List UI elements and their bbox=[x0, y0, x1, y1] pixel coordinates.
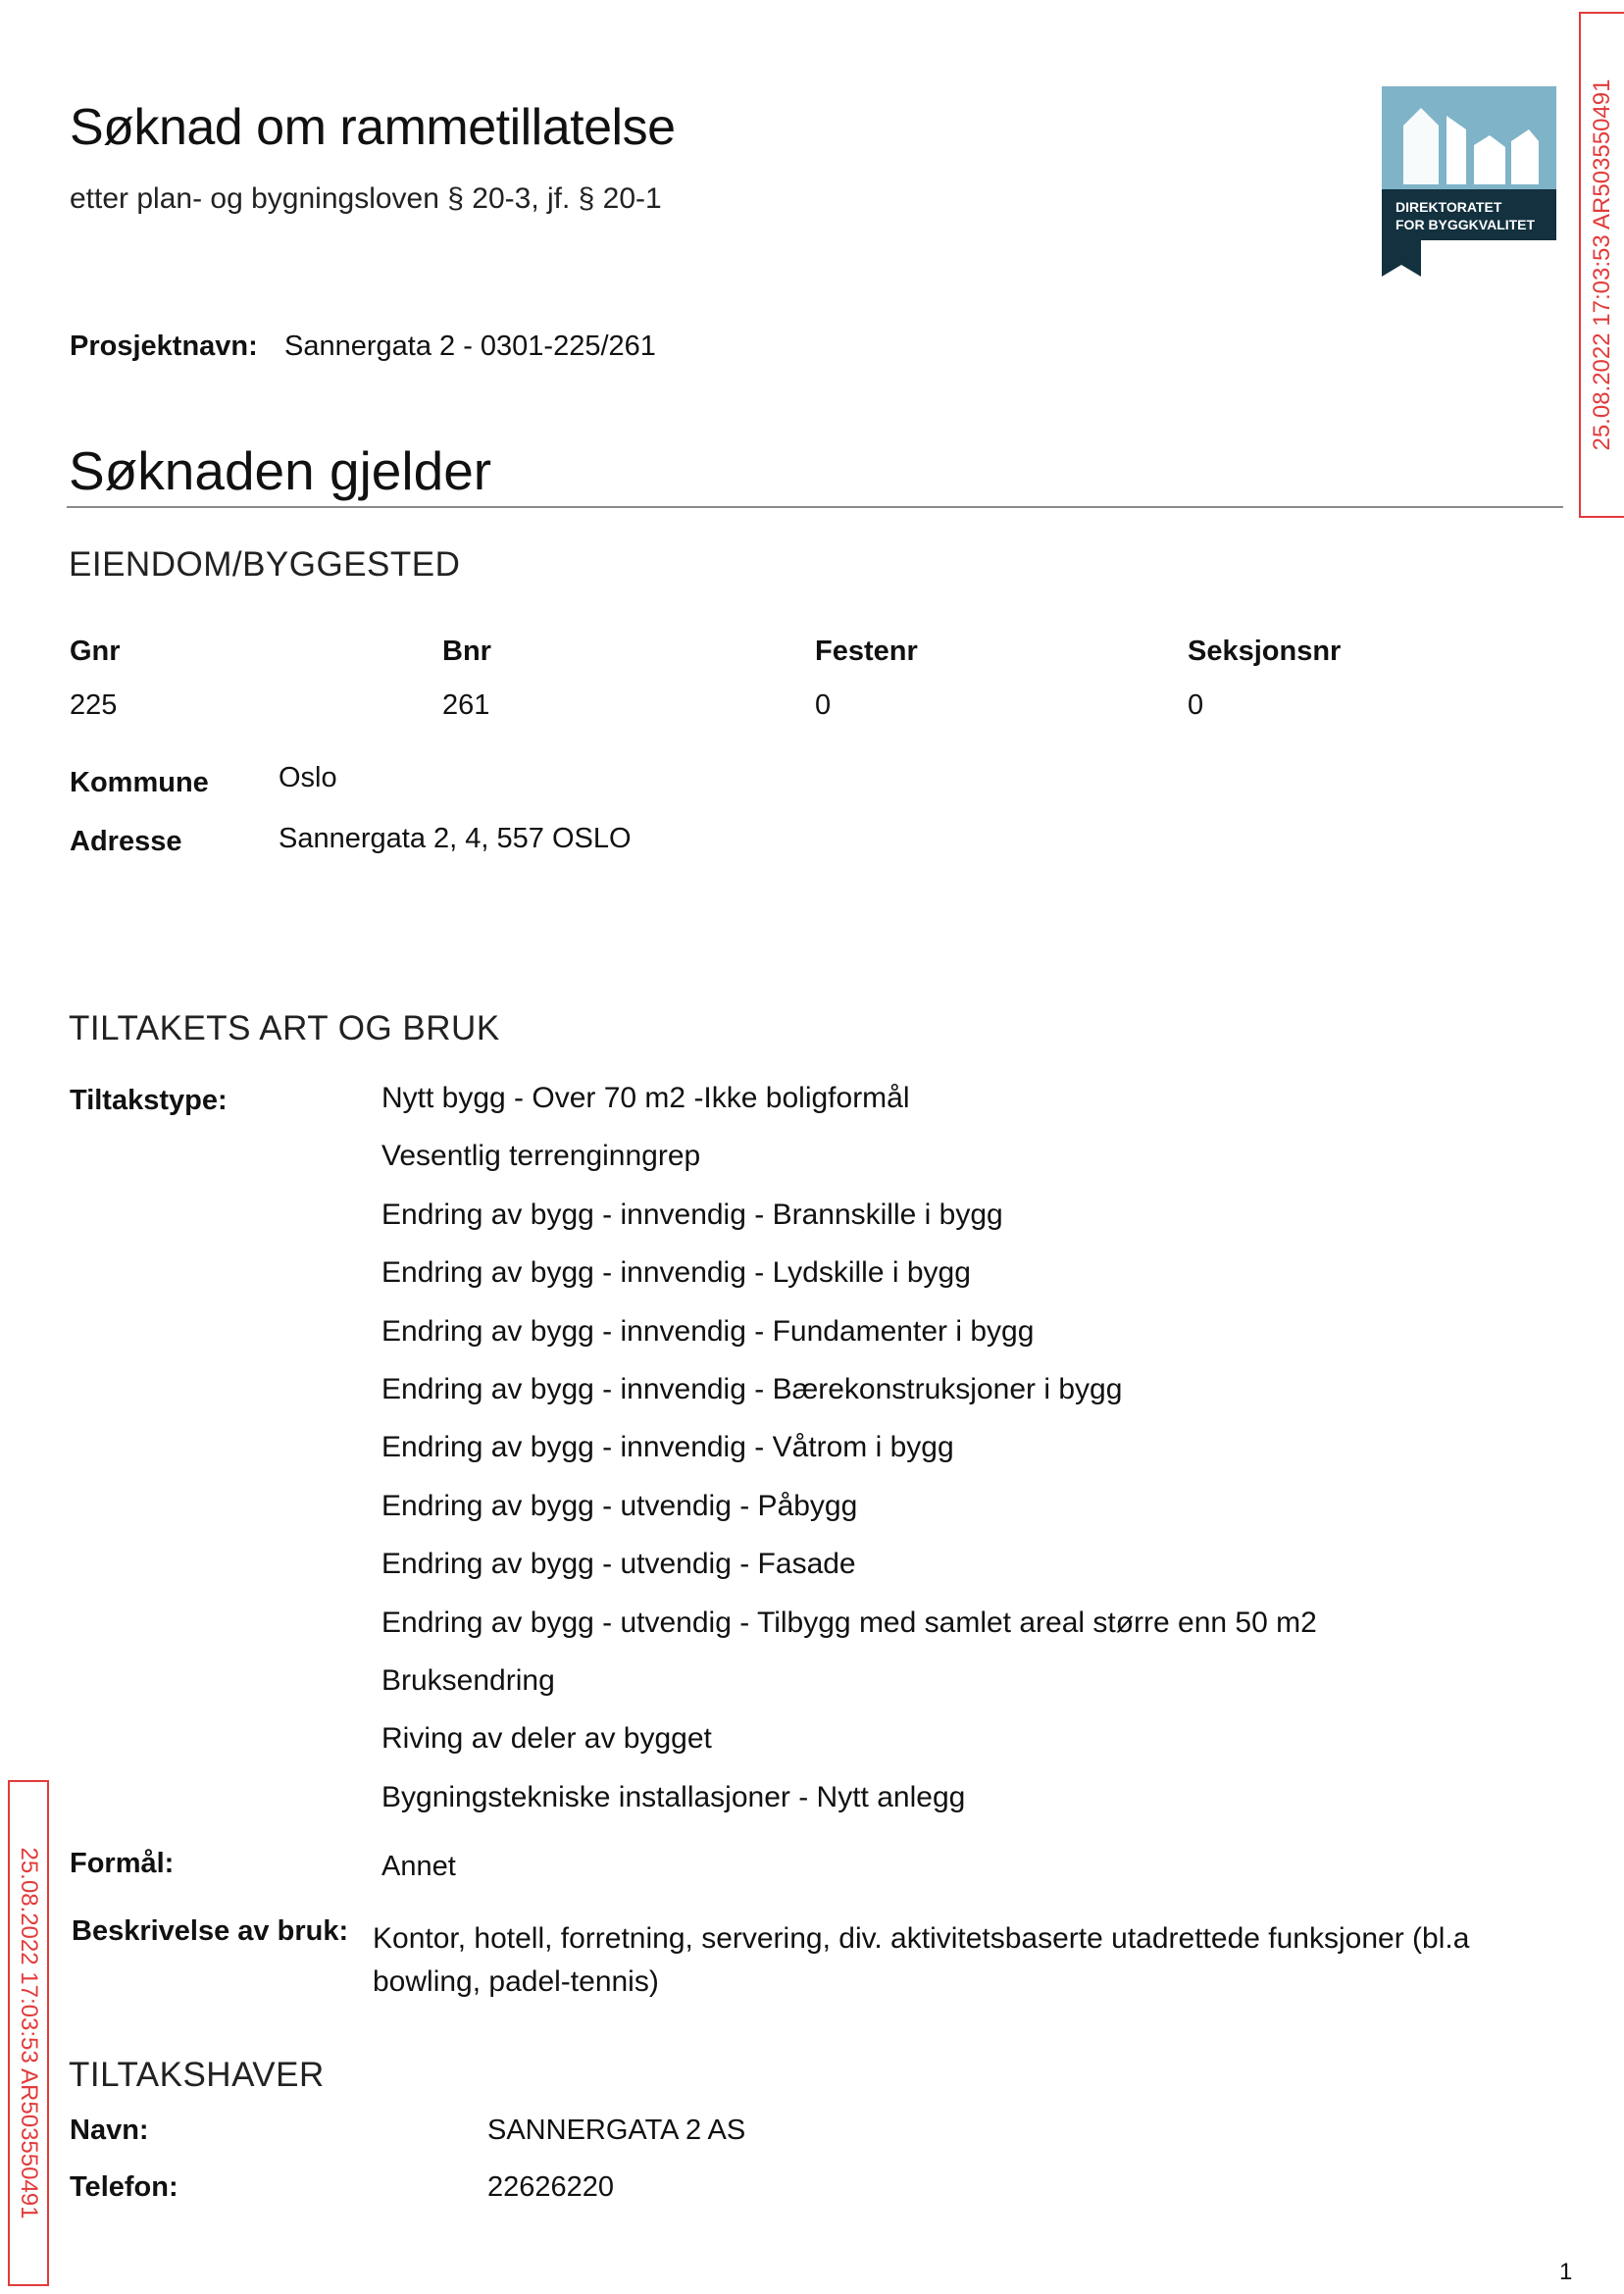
logo-graphic bbox=[1382, 86, 1556, 277]
tiltakstype-item: Bygningstekniske installasjoner - Nytt anlegg bbox=[381, 1780, 966, 1813]
tiltakstype-item: Endring av bygg - utvendig - Tilbygg med samlet areal større enn 50 m2 bbox=[381, 1606, 1317, 1639]
tiltakstype-item: Endring av bygg - innvendig - Bærekonstruksjoner i bygg bbox=[381, 1372, 1123, 1405]
kommune-label: Kommune bbox=[70, 767, 209, 798]
stamp-text-top: 25.08.2022 17:03:53 AR503550491 bbox=[1589, 78, 1615, 451]
tiltakstype-item: Endring av bygg - innvendig - Lydskille i bygg bbox=[381, 1256, 971, 1290]
eiendom-heading: EIENDOM/BYGGESTED bbox=[69, 545, 461, 584]
formal-value: Annet bbox=[381, 1851, 456, 1882]
adresse-value: Sannergata 2, 4, 557 OSLO bbox=[279, 823, 632, 854]
formal-label: Formål: bbox=[70, 1848, 175, 1879]
document-title: Søknad om rammetillatelse bbox=[70, 99, 676, 156]
tiltakstype-item: Riving av deler av bygget bbox=[381, 1722, 712, 1756]
festenr-value: 0 bbox=[815, 689, 832, 721]
document-subtitle: etter plan- og bygningsloven § 20-3, jf. § 20-1 bbox=[70, 182, 662, 215]
logo-text-line2: FOR BYGGKVALITET bbox=[1396, 217, 1536, 232]
timestamp-stamp-top bbox=[1579, 12, 1624, 518]
tiltakstype-item: Endring av bygg - innvendig - Våtrom i bygg bbox=[381, 1431, 954, 1464]
tiltakstype-item: Bruksendring bbox=[381, 1663, 555, 1697]
gnr-label: Gnr bbox=[70, 636, 121, 667]
navn-label: Navn: bbox=[70, 2115, 149, 2146]
seksjonsnr-value: 0 bbox=[1188, 689, 1204, 721]
telefon-value: 22626220 bbox=[487, 2171, 615, 2203]
logo-text-line1: DIREKTORATET bbox=[1396, 199, 1502, 215]
tiltakstype-item: Endring av bygg - innvendig - Brannskille i bygg bbox=[381, 1198, 1003, 1231]
timestamp-stamp-left bbox=[8, 1780, 49, 2286]
tiltakstype-list bbox=[381, 1079, 1317, 1836]
seksjonsnr-label: Seksjonsnr bbox=[1188, 636, 1342, 667]
bnr-label: Bnr bbox=[442, 636, 491, 667]
festenr-label: Festenr bbox=[815, 636, 918, 667]
logo-ribbon bbox=[1382, 240, 1421, 277]
navn-value: SANNERGATA 2 AS bbox=[487, 2115, 746, 2146]
beskrivelse-value: Kontor, hotell, forretning, servering, div. aktivitetsbaserte utadrettede funksjoner (bl.a bowling, padel-tennis) bbox=[373, 1922, 1470, 1998]
tiltakstype-item: Vesentlig terrenginngrep bbox=[381, 1140, 701, 1173]
section-heading-soknaden: Søknaden gjelder bbox=[69, 440, 492, 501]
section-divider bbox=[67, 506, 1563, 508]
telefon-label: Telefon: bbox=[70, 2171, 178, 2203]
stamp-text-left: 25.08.2022 17:03:53 AR503550491 bbox=[16, 1847, 42, 2219]
page-number: 1 bbox=[1559, 2259, 1573, 2285]
tiltakstype-label: Tiltakstype: bbox=[70, 1085, 228, 1116]
tiltakshaver-heading: TILTAKSHAVER bbox=[69, 2056, 325, 2094]
tiltakstype-item: Endring av bygg - innvendig - Fundamenter i bygg bbox=[381, 1314, 1035, 1348]
logo-bottom-panel bbox=[1382, 189, 1556, 240]
tiltakstype-item: Endring av bygg - utvendig - Påbygg bbox=[381, 1489, 858, 1522]
dibk-logo bbox=[1382, 86, 1556, 277]
project-name-value: Sannergata 2 - 0301-225/261 bbox=[284, 331, 656, 362]
gnr-value: 225 bbox=[70, 689, 118, 721]
bnr-value: 261 bbox=[442, 689, 490, 721]
tiltakstype-item: Endring av bygg - utvendig - Fasade bbox=[381, 1548, 856, 1581]
kommune-value: Oslo bbox=[279, 762, 337, 793]
tiltak-heading: TILTAKETS ART OG BRUK bbox=[69, 1009, 500, 1047]
tiltakstype-item: Nytt bygg - Over 70 m2 -Ikke boligformål bbox=[381, 1082, 910, 1114]
project-name-label: Prosjektnavn: bbox=[70, 331, 258, 362]
beskrivelse-label: Beskrivelse av bruk: bbox=[72, 1915, 349, 1947]
adresse-label: Adresse bbox=[70, 826, 182, 857]
